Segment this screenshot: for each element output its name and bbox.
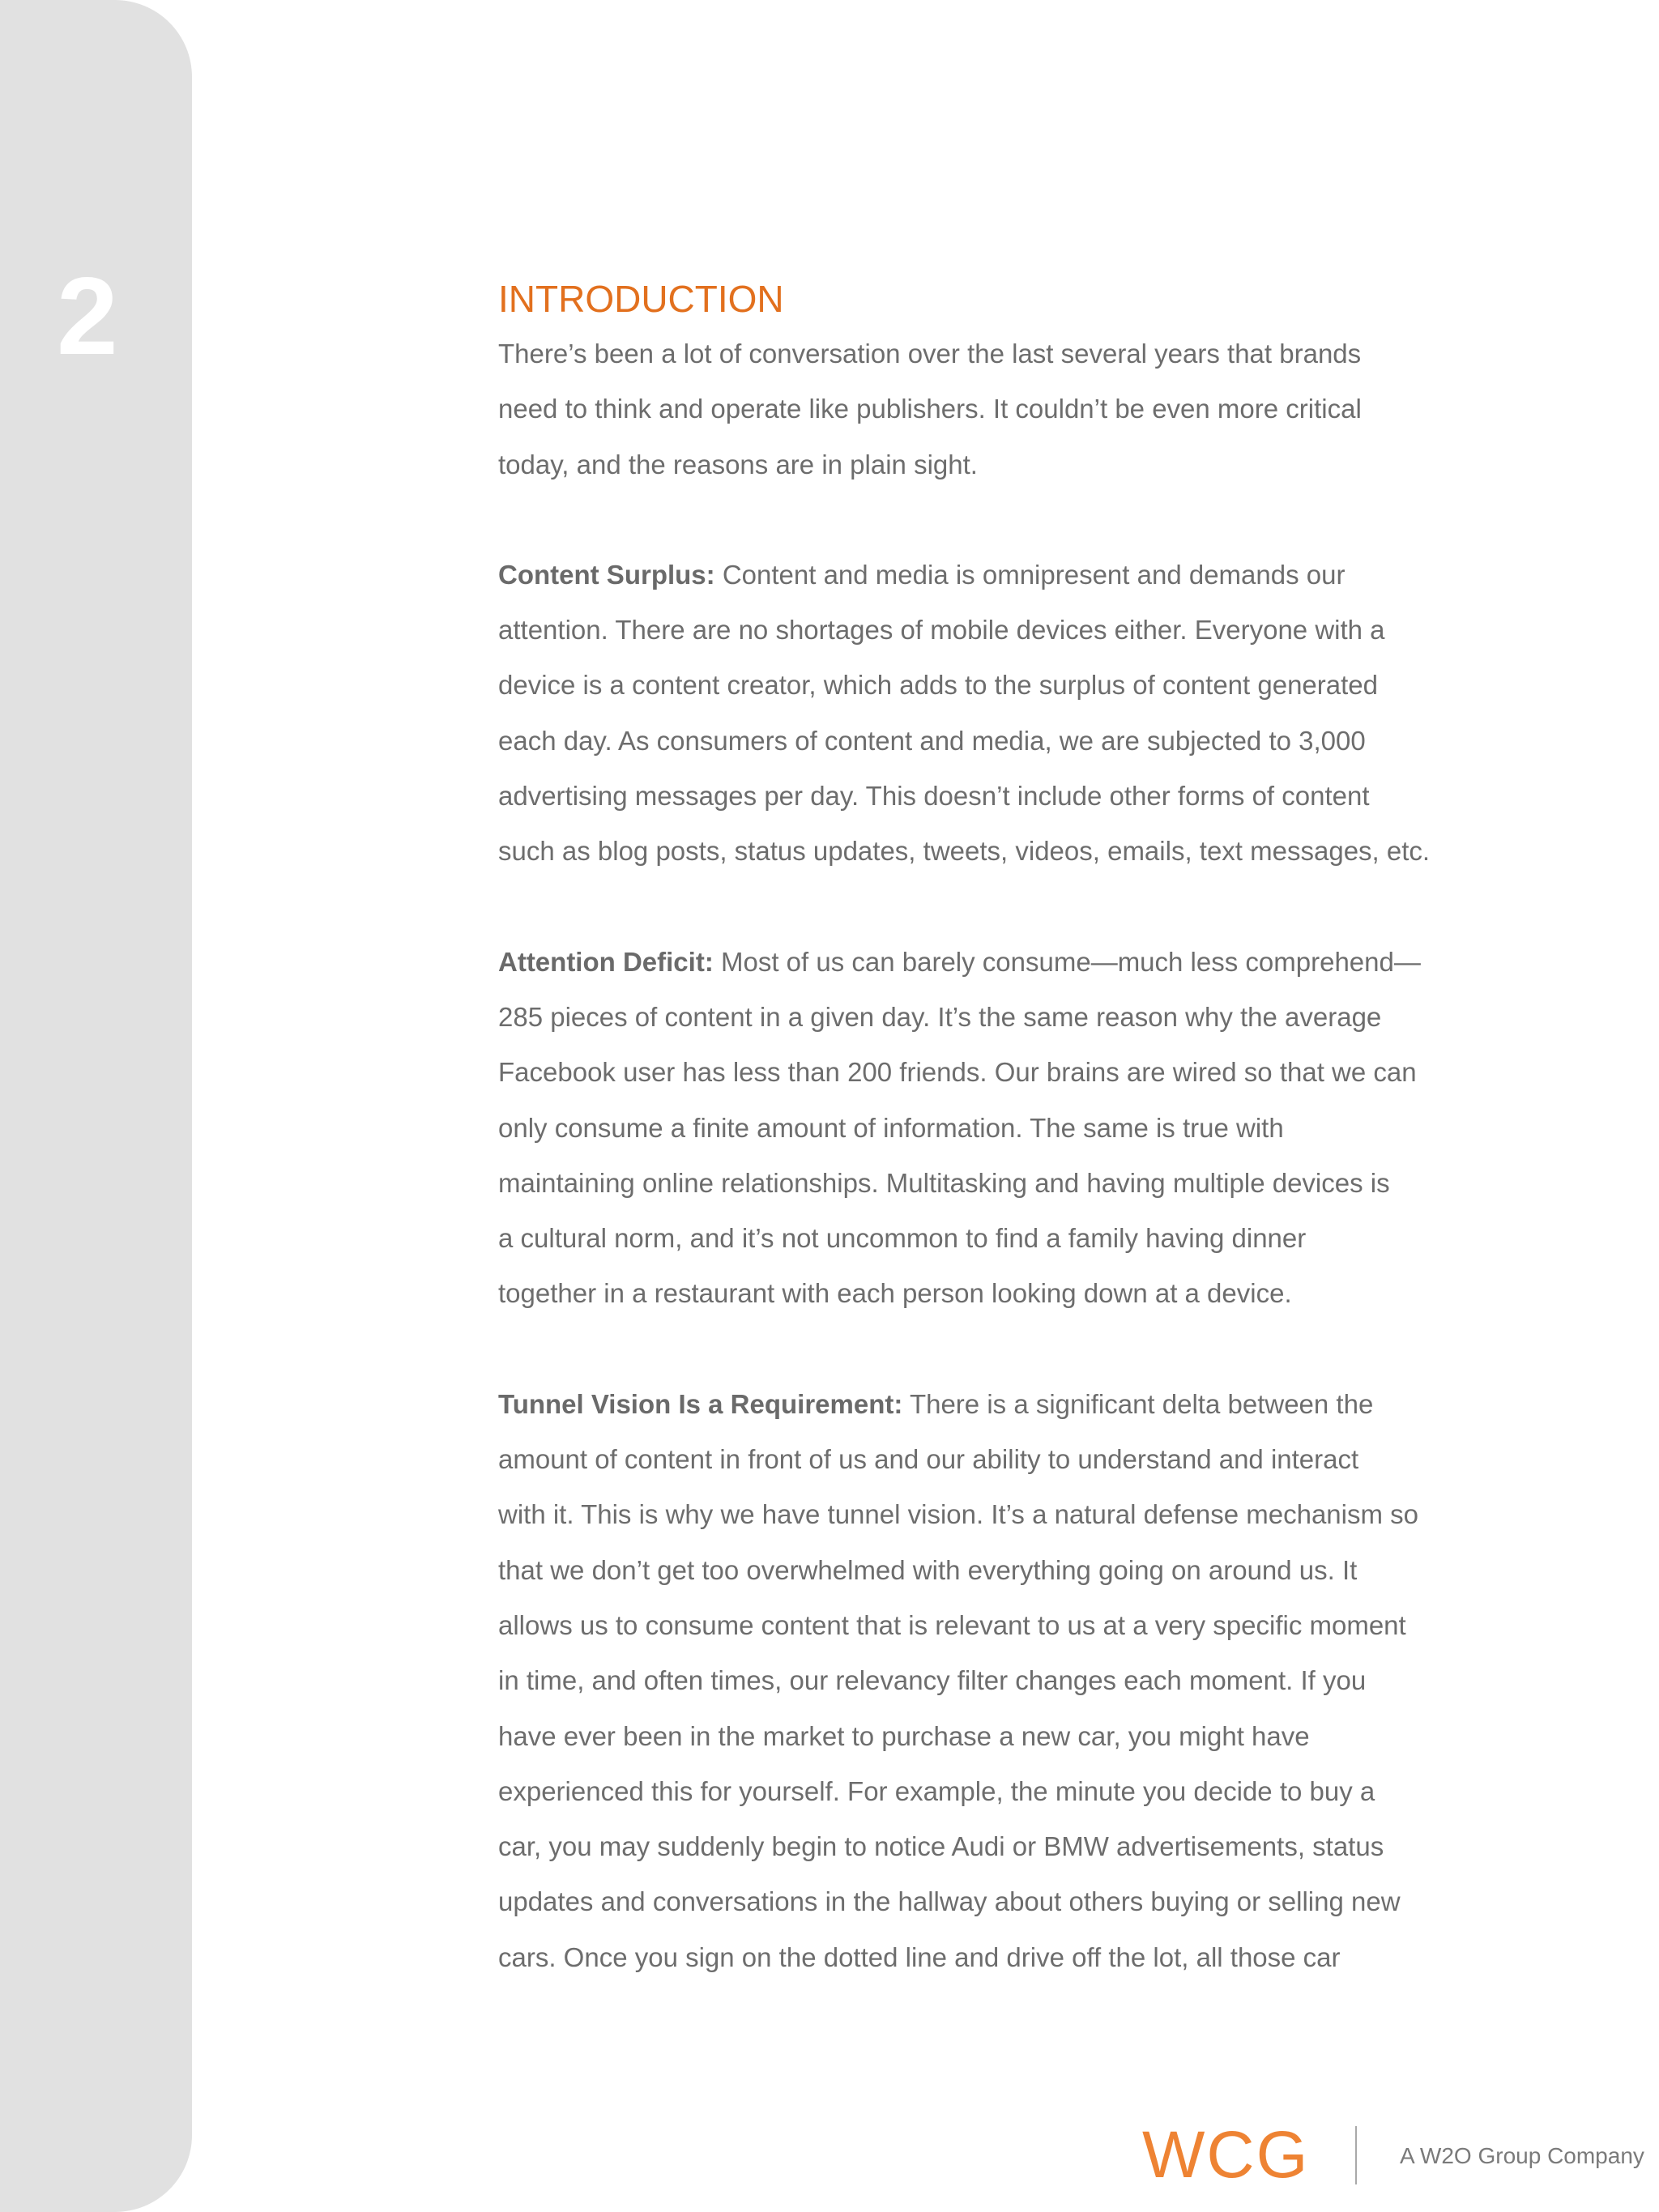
text-line (498, 1377, 1482, 1432)
text-line: 285 pieces of content in a given day. It’s the same reason why the average (498, 1001, 1382, 1032)
text-run: Content and media is omnipresent and demands our (714, 559, 1346, 590)
text-line: in time, and often times, our relevancy filter changes each moment. If you (498, 1665, 1367, 1696)
content-surplus-paragraph (498, 548, 1482, 880)
text-line (498, 935, 1482, 990)
text-line: maintaining online relationships. Multitasking and having multiple devices is (498, 1167, 1390, 1198)
footer-tagline: A W2O Group Company (1400, 2143, 1644, 2168)
text-line: attention. There are no shortages of mobile devices either. Everyone with a (498, 615, 1385, 646)
text-line: a cultural norm, and it’s not uncommon to find a family having dinner (498, 1223, 1307, 1254)
footer (1142, 2118, 1644, 2192)
wcg-logo: WCG (1142, 2118, 1310, 2192)
text-line: car, you may suddenly begin to notice Audi or BMW advertisements, status (498, 1831, 1384, 1862)
text-line: each day. As consumers of content and media, we are subjected to 3,000 (498, 725, 1366, 756)
text-line: that we don’t get too overwhelmed with everything going on around us. It (498, 1554, 1358, 1585)
text-line: only consume a finite amount of information. The same is true with (498, 1112, 1284, 1143)
text-line: updates and conversations in the hallway about others buying or selling new (498, 1886, 1401, 1917)
attention-deficit-paragraph (498, 935, 1482, 1322)
text-line: advertising messages per day. This doesn’t include other forms of content (498, 781, 1370, 812)
text-run: Most of us can barely consume—much less comprehend— (713, 946, 1421, 977)
text-line: today, and the reasons are in plain sight. (498, 449, 978, 479)
intro-paragraph (498, 326, 1482, 492)
text-line: There’s been a lot of conversation over the last several years that brands (498, 339, 1362, 369)
sidebar-band (0, 0, 192, 2212)
page-number: 2 (57, 254, 118, 377)
paragraph-lead: Attention Deficit: (498, 946, 714, 977)
text-line: need to think and operate like publishers. It couldn’t be even more critical (498, 394, 1362, 424)
text-line: with it. This is why we have tunnel vision. It’s a natural defense mechanism so (498, 1499, 1419, 1530)
text-line: allows us to consume content that is relevant to us at a very specific moment (498, 1609, 1406, 1640)
page-content (498, 273, 1482, 2040)
text-line: device is a content creator, which adds to the surplus of content generated (498, 670, 1379, 701)
text-line: together in a restaurant with each person looking down at a device. (498, 1278, 1292, 1309)
text-line (498, 548, 1482, 603)
tunnel-vision-paragraph (498, 1377, 1482, 1985)
text-line: cars. Once you sign on the dotted line and drive off the lot, all those car (498, 1941, 1341, 1972)
text-run: There is a significant delta between the (902, 1388, 1374, 1419)
paragraph-lead: Tunnel Vision Is a Requirement: (498, 1388, 903, 1419)
text-line: such as blog posts, status updates, tweets, videos, emails, text messages, etc. (498, 836, 1431, 867)
text-line: have ever been in the market to purchase a new car, you might have (498, 1720, 1310, 1751)
text-line: Facebook user has less than 200 friends. Our brains are wired so that we can (498, 1057, 1417, 1088)
footer-divider (1355, 2126, 1357, 2184)
paragraph-lead: Content Surplus: (498, 559, 715, 590)
section-title: INTRODUCTION (498, 278, 784, 320)
text-line: experienced this for yourself. For example, the minute you decide to buy a (498, 1775, 1375, 1806)
text-line: amount of content in front of us and our ability to understand and interact (498, 1444, 1359, 1475)
